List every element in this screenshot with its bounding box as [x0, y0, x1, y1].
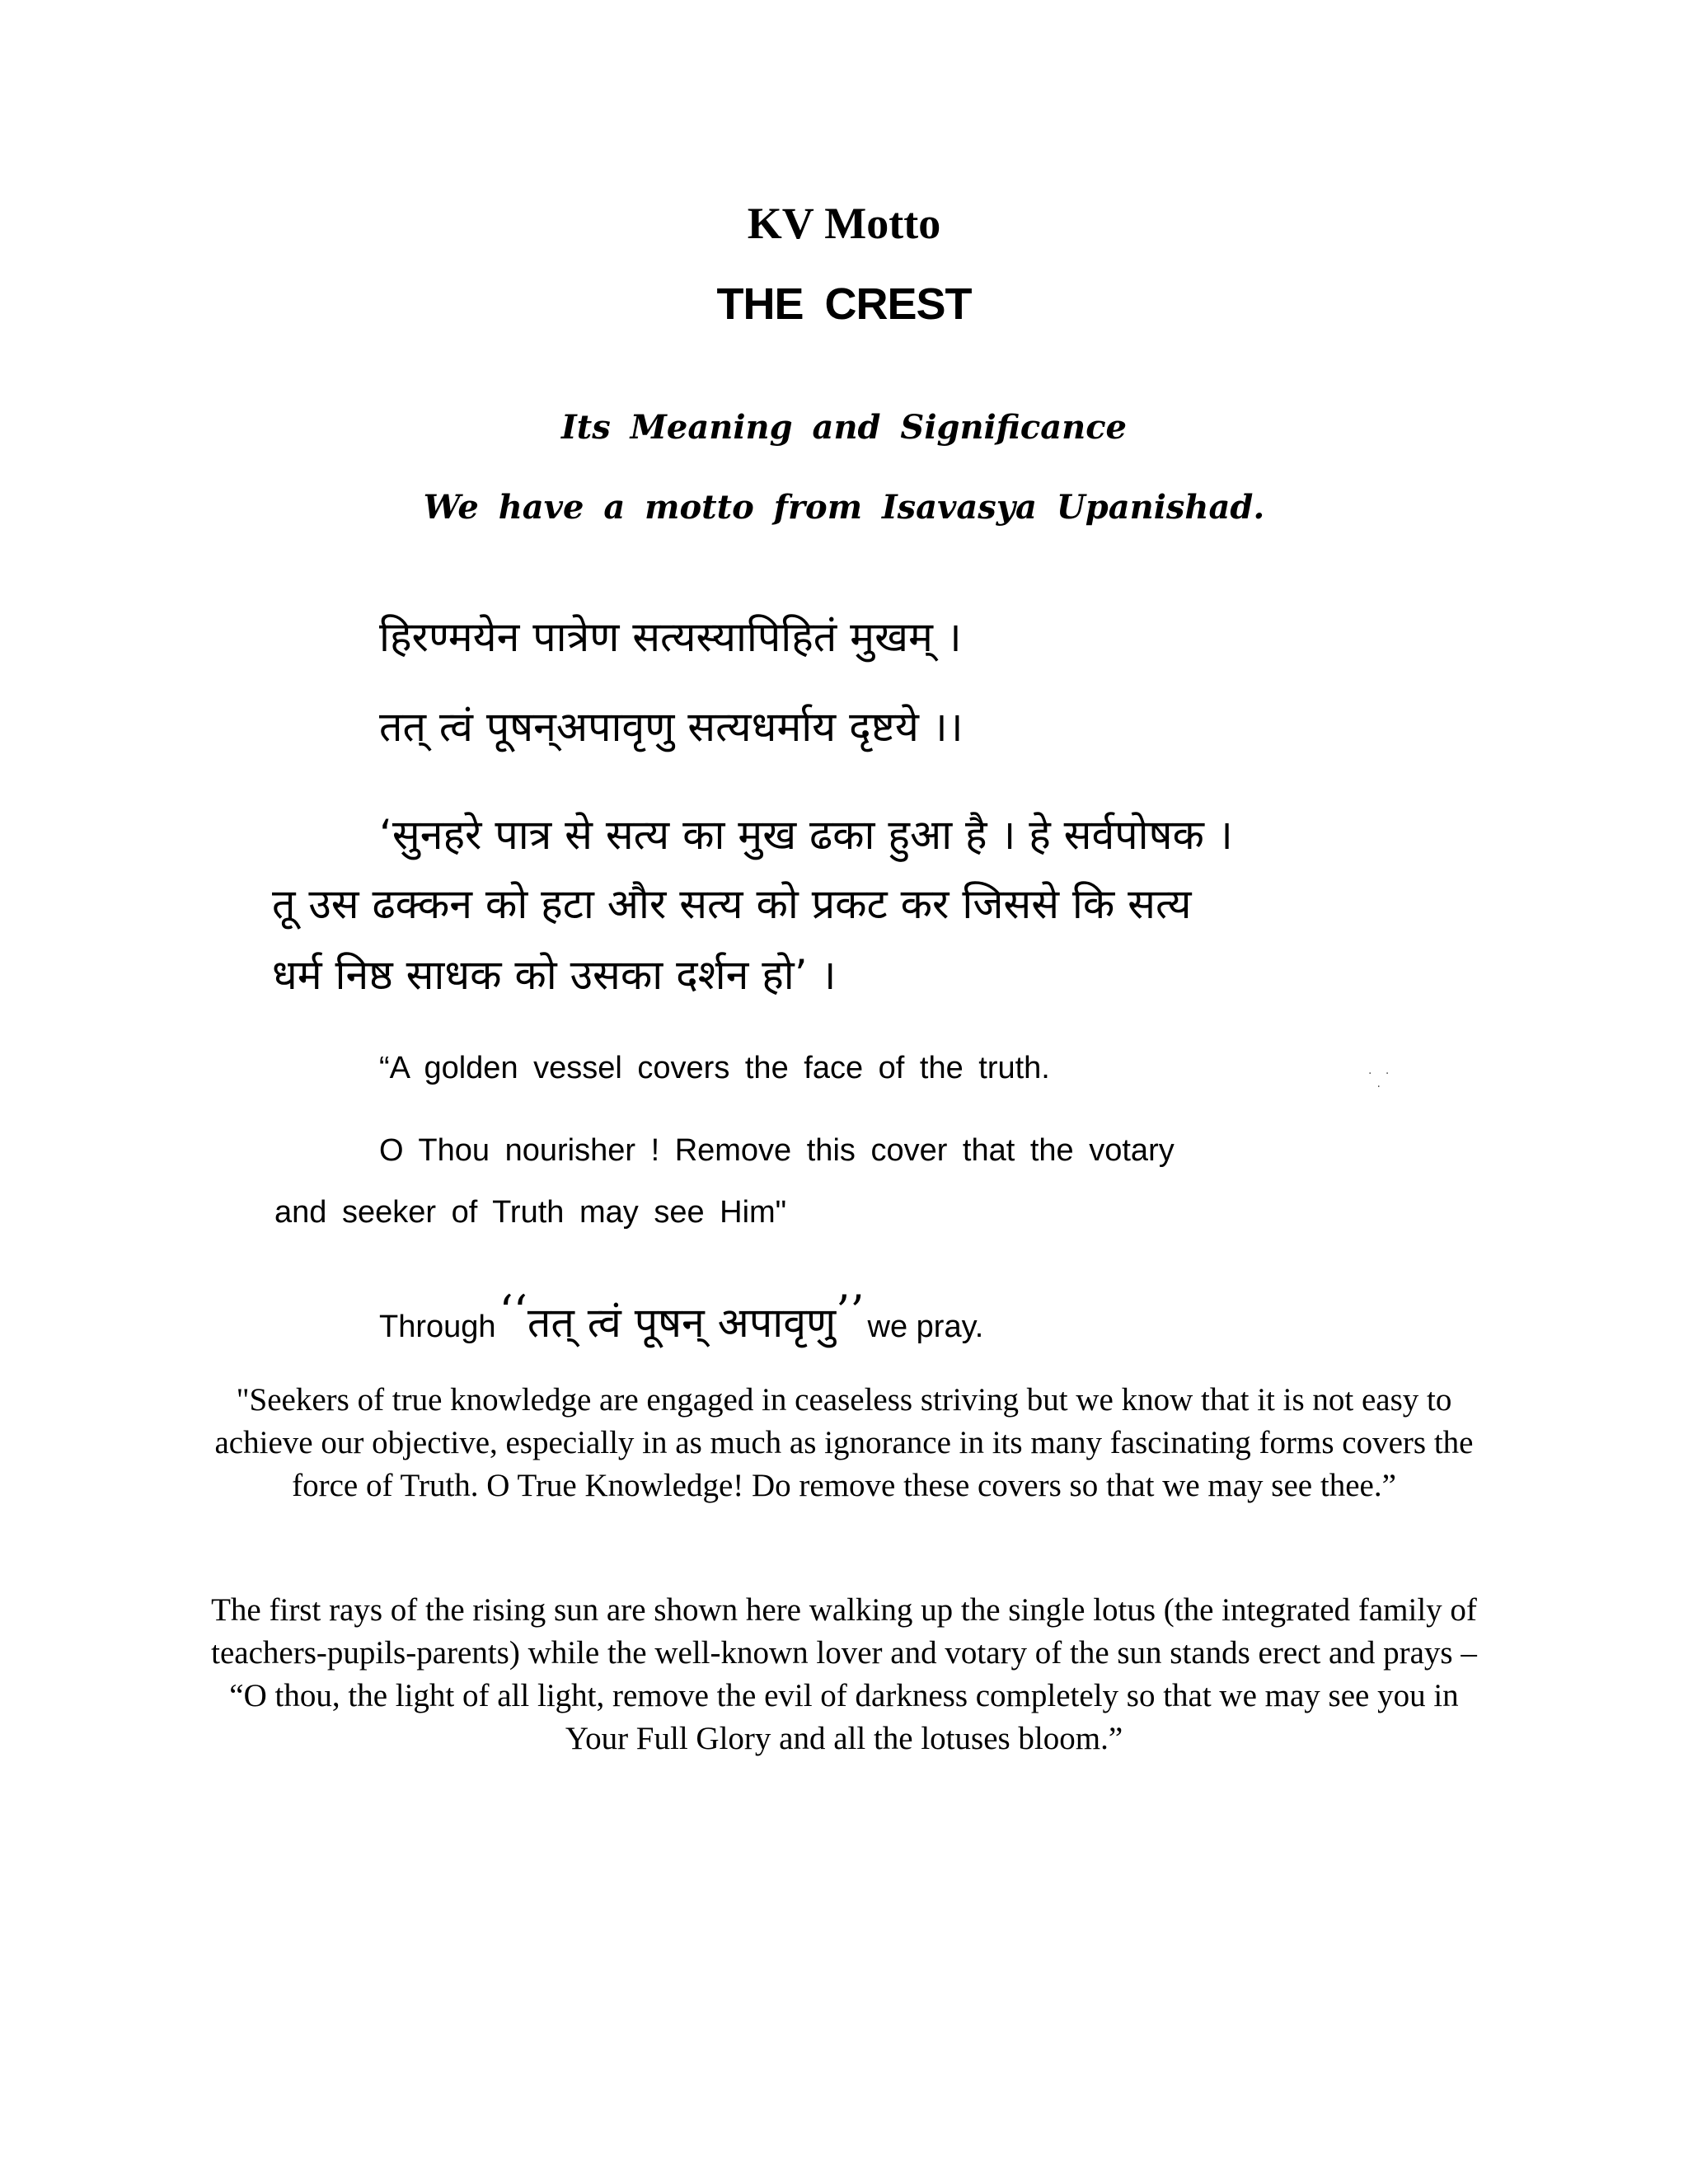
seekers-paragraph: "Seekers of true knowledge are engaged in ceaseless striving but we know that it is not easy to achieve our objective, especially in as much as ignorance in its many fascinating forms covers the force of Truth. O True Knowledge! Do remove these covers so that we may see thee.”	[214, 1382, 1474, 1503]
scan-specks: · · ·	[1368, 1067, 1395, 1094]
english-translation-line-3: and seeker of Truth may see Him"	[274, 1195, 787, 1230]
prayer-line	[379, 1286, 983, 1349]
page-title: KV Motto	[747, 199, 941, 248]
hindi-translation-line-2: तू उस ढक्कन को हटा और सत्य को प्रकट कर जिससे कि सत्य	[272, 880, 1192, 928]
prayer-open-quote: ‘‘	[499, 1286, 528, 1338]
prayer-suffix: we pray.	[867, 1310, 984, 1344]
prayer-mantra: तत् त्वं पूषन् अपावृणु	[527, 1299, 837, 1347]
english-translation-line-1: “A golden vessel covers the face of the truth.	[379, 1051, 1050, 1085]
crest-heading: THE CREST	[716, 279, 972, 329]
sloka-line-1: हिरण्मयेन पात्रेण सत्यस्यापिहितं मुखम् ।	[379, 613, 962, 661]
motto-source-line: We have a motto from Isavasya Upanishad.	[423, 488, 1265, 527]
hindi-translation-line-1: ‘सुनहरे पात्र से सत्य का मुख ढका हुआ है । हे सर्वपोषक ।	[379, 811, 1233, 859]
english-translation-line-2: O Thou nourisher ! Remove this cover that the votary	[379, 1133, 1175, 1168]
hindi-translation-line-3: धर्म निष्ठ साधक को उसका दर्शन हो’ ।	[272, 951, 837, 999]
prayer-close-quote: ’’	[836, 1286, 865, 1338]
meaning-subheading: Its Meaning and Significance	[561, 408, 1127, 447]
prayer-prefix: Through	[379, 1310, 496, 1344]
sloka-line-2: तत् त्वं पूषन्‌अपावृणु सत्यधर्माय दृष्टये ।।	[379, 703, 964, 751]
crest-description-paragraph: The first rays of the rising sun are shown here walking up the single lotus (the integrated family of teachers-pupils-parents) while the well-known lover and votary of the sun stands erect and prays – “O thou, the light of all light, remove the evil of darkness completely so that we may see you in Your Full Glory and all the lotuses bloom.”	[211, 1592, 1477, 1756]
